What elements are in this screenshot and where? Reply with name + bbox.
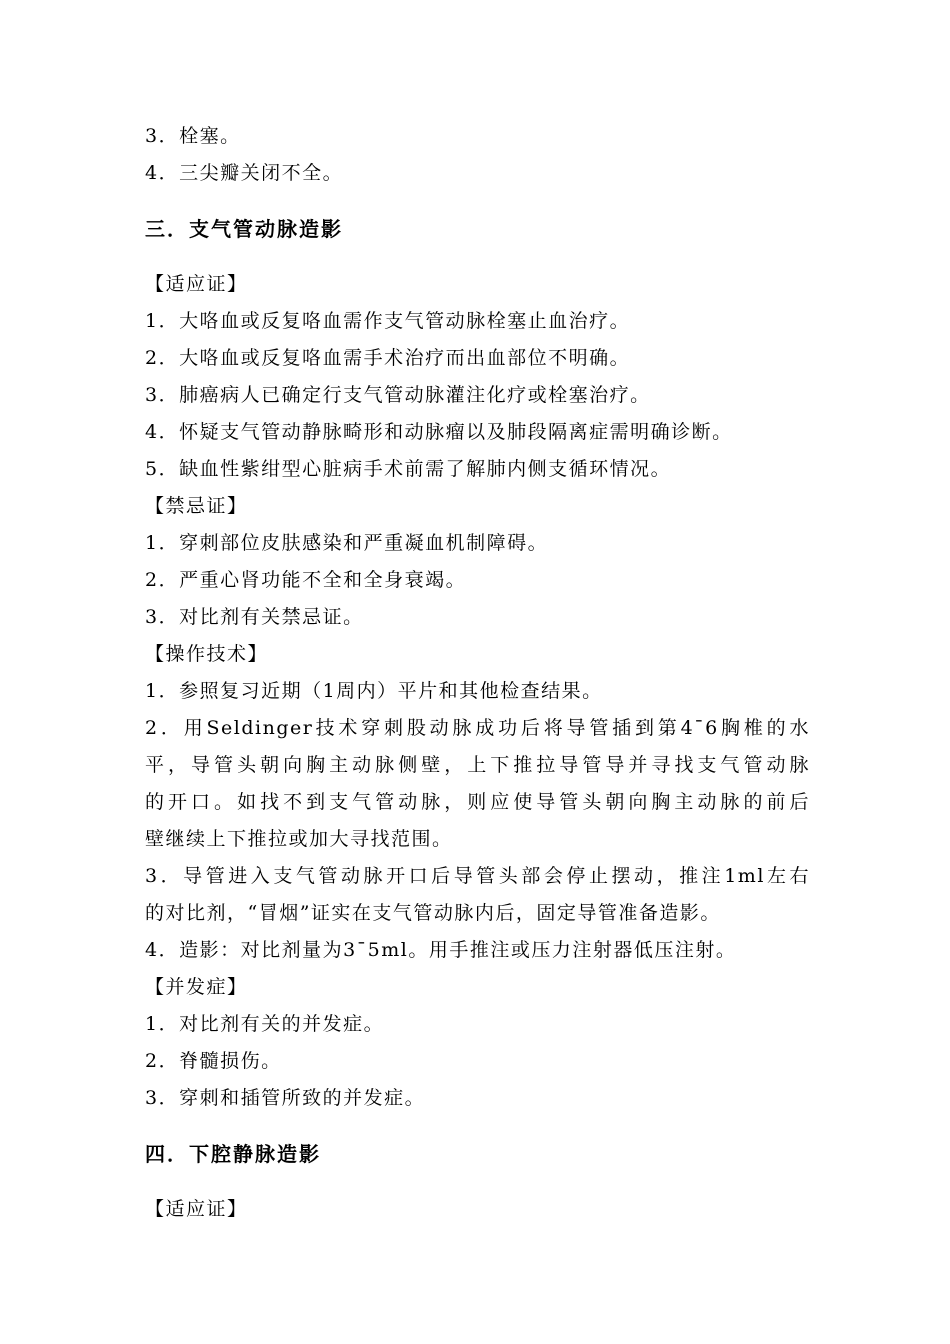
list-item: 3．肺癌病人已确定行支气管动脉灌注化疗或栓塞治疗。 xyxy=(145,384,651,406)
list-item: 3．穿刺和插管所致的并发症。 xyxy=(145,1087,426,1109)
subsection-label-contraindications: 【禁忌证】 xyxy=(145,495,248,517)
paragraph-line: 3．导管进入支气管动脉开口后导管头部会停止摆动，推注1ml左右 xyxy=(145,865,810,887)
list-item: 1．大咯血或反复咯血需作支气管动脉栓塞止血治疗。 xyxy=(145,310,631,332)
section-heading: 三．支气管动脉造影 xyxy=(145,217,343,241)
paragraph-line: 2．用Seldinger技术穿刺股动脉成功后将导管插到第4¯6胸椎的水 xyxy=(145,717,810,739)
list-item: 2．脊髓损伤。 xyxy=(145,1050,282,1072)
list-item: 4．怀疑支气管动静脉畸形和动脉瘤以及肺段隔离症需明确诊断。 xyxy=(145,421,733,443)
paragraph-line: 4．造影：对比剂量为3¯5ml。用手推注或压力注射器低压注射。 xyxy=(145,939,737,961)
list-item: 2．严重心肾功能不全和全身衰竭。 xyxy=(145,569,467,591)
paragraph-line: 平，导管头朝向胸主动脉侧壁，上下推拉导管导并寻找支气管动脉 xyxy=(145,754,810,776)
list-item: 5．缺血性紫绀型心脏病手术前需了解肺内侧支循环情况。 xyxy=(145,458,672,480)
paragraph-line: 壁继续上下推拉或加大寻找范围。 xyxy=(145,828,453,850)
list-item: 2．大咯血或反复咯血需手术治疗而出血部位不明确。 xyxy=(145,347,631,369)
list-item: 1．对比剂有关的并发症。 xyxy=(145,1013,385,1035)
paragraph-line: 的对比剂，“冒烟”证实在支气管动脉内后，固定导管准备造影。 xyxy=(145,902,721,924)
list-item: 1．穿刺部位皮肤感染和严重凝血机制障碍。 xyxy=(145,532,549,554)
list-item: 3．栓塞。 xyxy=(145,125,241,147)
subsection-label-indications: 【适应证】 xyxy=(145,273,248,295)
paragraph-line: 1．参照复习近期（1周内）平片和其他检查结果。 xyxy=(145,680,603,702)
subsection-label-technique: 【操作技术】 xyxy=(145,643,269,665)
paragraph-line: 的开口。如找不到支气管动脉，则应使导管头朝向胸主动脉的前后 xyxy=(145,791,810,813)
subsection-label-indications: 【适应证】 xyxy=(145,1198,248,1220)
section-heading: 四．下腔静脉造影 xyxy=(145,1142,321,1166)
subsection-label-complications: 【并发症】 xyxy=(145,976,248,998)
list-item: 3．对比剂有关禁忌证。 xyxy=(145,606,364,628)
document-page xyxy=(145,118,810,1228)
list-item: 4．三尖瓣关闭不全。 xyxy=(145,162,344,184)
